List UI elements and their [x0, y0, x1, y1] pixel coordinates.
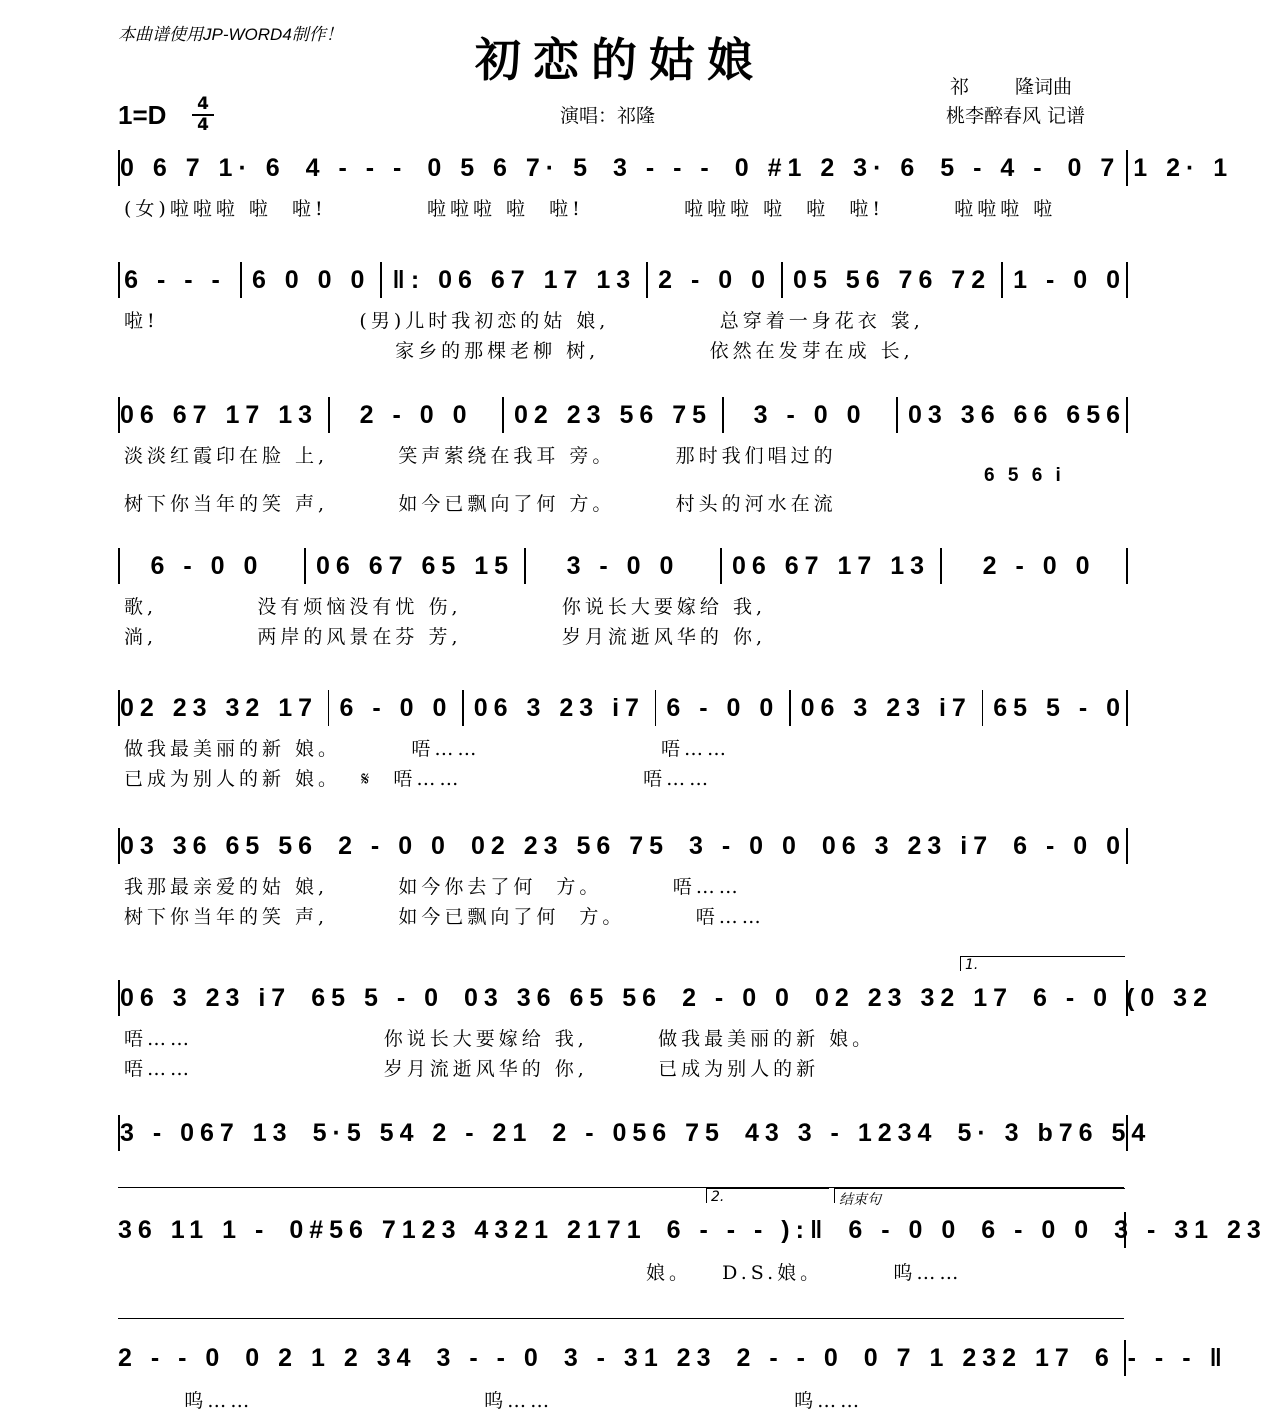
- lyric-line-2: 淌, 两岸的风景在芬 芳, 岁月流逝风华的 你,: [124, 626, 766, 648]
- measure: 4 - - -: [305, 153, 408, 182]
- alternate-notes: 6 5 6 i: [984, 465, 1065, 486]
- lyric-line-2: 已成为别人的新 娘。 𝄋 唔…… 唔……: [124, 768, 713, 790]
- notes-line: [118, 397, 1128, 433]
- measure: 0 7 1 232 17: [863, 1343, 1075, 1372]
- measure: 2 - 0 0: [658, 265, 772, 294]
- lyric-line-2: 唔…… 岁月流逝风华的 你, 已成为别人的新: [124, 1058, 820, 1080]
- bar-line: [1001, 262, 1003, 298]
- measure: 0 2 1 2 34: [245, 1343, 417, 1372]
- measure: 6 - 0 0: [848, 1215, 962, 1244]
- measure: 06 67 17 13: [731, 551, 931, 580]
- measure: 03 36 66 656: [908, 400, 1127, 429]
- measure: 6 - - - ‖: [1094, 1343, 1228, 1372]
- measure: 06 67 17 13: [120, 400, 319, 429]
- bar-line: [896, 397, 898, 433]
- lyric-line-1: 娘。 D.S.娘。 呜……: [124, 1262, 963, 1284]
- measure: 65 5 - 0: [311, 983, 444, 1012]
- time-signature-bottom: 4: [197, 115, 209, 135]
- bar-line: [328, 397, 330, 433]
- lyric-line-1: 唔…… 你说长大要嫁给 我, 做我最美丽的新 娘。: [124, 1028, 876, 1050]
- measure: 3 - 31 23: [1114, 1215, 1267, 1244]
- bar-line: [328, 690, 329, 726]
- lyric-line-2: 树下你当年的笑 声, 如今已飘向了何 方。 唔……: [124, 906, 765, 928]
- lyric-line-1: 我那最亲爱的姑 娘, 如今你去了何 方。 唔……: [124, 876, 742, 898]
- lyric-line-1: 呜…… 呜…… 呜……: [124, 1390, 864, 1412]
- lyricist-composer-credit: 祁 隆词曲: [950, 76, 1073, 98]
- lyric-line-1: 歌, 没有烦恼没有忧 伤, 你说长大要嫁给 我,: [124, 596, 766, 618]
- measure: 2 - 0 0: [338, 831, 451, 860]
- measure: 6 - 0 0: [981, 1215, 1095, 1244]
- bar-line: [646, 262, 648, 298]
- bar-line: [240, 262, 242, 298]
- measure: 3 - - 0: [436, 1343, 544, 1372]
- measure: 5 - 4 -: [940, 153, 1048, 182]
- measure: 1 - 0 0: [1013, 265, 1126, 294]
- measure: 06 3 23 i7: [800, 693, 972, 722]
- bar-line: [502, 397, 504, 433]
- lyric-line-1: 啦! (男)儿时我初恋的姑 娘, 总穿着一身花衣 裳,: [124, 310, 924, 332]
- bar-line: [304, 548, 306, 584]
- measure: 2 - 0 0: [982, 551, 1096, 580]
- bar-line: [982, 690, 983, 726]
- notes-line: [118, 262, 1128, 298]
- measure: 6 - - -: [124, 265, 226, 294]
- notes-line: [118, 690, 1128, 726]
- ending-bracket: 结束句: [834, 1188, 1125, 1203]
- measure: 6 - 0 0: [1013, 831, 1126, 860]
- bar-line: [940, 548, 942, 584]
- measure: 02 23 32 17: [814, 983, 1014, 1012]
- measure: 06 3 23 i7: [473, 693, 645, 722]
- software-note: 本曲谱使用JP-WORD4制作！: [118, 25, 343, 44]
- bar-line: [462, 690, 463, 726]
- measure: 3 - 31 23: [563, 1343, 717, 1372]
- notes-line: [118, 828, 1128, 864]
- measure: 05 56 76 72: [793, 265, 992, 294]
- notes-line: [118, 980, 1213, 1016]
- measure: 6 - 0 0: [666, 693, 780, 722]
- bar-line: [380, 262, 382, 298]
- bar-line: [722, 397, 724, 433]
- notes-line: [118, 548, 1128, 584]
- system-line: [118, 1187, 1124, 1188]
- measure: 5·5 54 2 - 21: [312, 1118, 533, 1147]
- measure: 06 3 23 i7: [821, 831, 994, 860]
- measure: 2 - 056 75: [552, 1118, 725, 1147]
- singer-credit: 演唱：祁隆: [560, 105, 656, 127]
- measure: 2 - - 0: [736, 1343, 844, 1372]
- measure: 06 67 65 15: [315, 551, 515, 580]
- measure: 02 23 56 75: [470, 831, 670, 860]
- volta-bracket-2: 2.: [706, 1188, 829, 1203]
- transcriber-credit: 桃李醉春风 记谱: [946, 105, 1086, 127]
- measure: 03 36 65 56: [464, 983, 663, 1012]
- measure: 0 #1 2 3· 6: [734, 153, 921, 182]
- measure: 3 - 0 0: [753, 400, 867, 429]
- lyric-line-2: 树下你当年的笑 声, 如今已飘向了何 方。 村头的河水在流: [124, 493, 837, 515]
- notes-line: [118, 1212, 1267, 1248]
- measure: 2 - - 0: [118, 1343, 226, 1372]
- measure: 36 11 1 -: [118, 1215, 270, 1244]
- measure: 03 36 65 56: [120, 831, 319, 860]
- lyric-line-1: (女)啦啦啦 啦 啦! 啦啦啦 啦 啦! 啦啦啦 啦 啦 啦! 啦啦啦 啦: [124, 198, 1057, 220]
- measure: 6 - - - ):‖: [666, 1215, 829, 1244]
- measure: 6 - 0 0: [339, 693, 453, 722]
- lyric-line-2: 家乡的那棵老柳 树, 依然在发芽在成 长,: [124, 340, 914, 362]
- notes-line: [118, 150, 1234, 186]
- measure: 0 5 6 7· 5: [427, 153, 593, 182]
- measure: 5· 3 b76 54: [957, 1118, 1152, 1147]
- measure: ‖: 06 67 17 13: [392, 265, 637, 294]
- key-signature: 1=D: [118, 100, 167, 130]
- measure: 65 5 - 0: [993, 693, 1126, 722]
- time-signature: [192, 96, 214, 134]
- bar-line: [789, 690, 790, 726]
- measure: 6 - 0 0: [150, 551, 264, 580]
- volta-bracket-1: 1.: [960, 956, 1125, 971]
- time-signature-top: 4: [197, 94, 209, 114]
- measure: 6 0 0 0: [251, 265, 371, 294]
- measure: 02 23 32 17: [120, 693, 319, 722]
- measure: 0 6 7 1· 6: [120, 153, 286, 182]
- measure: 3 - 0 0: [566, 551, 680, 580]
- measure: 02 23 56 75: [514, 400, 713, 429]
- measure: 3 - 067 13: [120, 1118, 293, 1147]
- notes-line: [118, 1340, 1228, 1376]
- bar-line: [720, 548, 722, 584]
- measure: 6 - 0 (0 32: [1033, 983, 1213, 1012]
- measure: 2 - 0 0: [682, 983, 795, 1012]
- system-line: [118, 1318, 1124, 1319]
- song-title: 初恋的姑娘: [475, 33, 765, 87]
- measure: 0 7 1 2· 1: [1067, 153, 1234, 182]
- bar-line: [524, 548, 526, 584]
- lyric-line-1: 做我最美丽的新 娘。 唔…… 唔……: [124, 738, 731, 760]
- measure: 0#56 7123 4321 2171: [289, 1215, 647, 1244]
- measure: 43 3 - 1234: [744, 1118, 938, 1147]
- measure: 3 - - -: [613, 153, 715, 182]
- bar-line: [655, 690, 656, 726]
- measure: 2 - 0 0: [359, 400, 473, 429]
- bar-line: [781, 262, 783, 298]
- lyric-line-1: 淡淡红霞印在脸 上, 笑声萦绕在我耳 旁。 那时我们唱过的: [124, 445, 837, 467]
- measure: 3 - 0 0: [689, 831, 802, 860]
- notes-line: [118, 1115, 1152, 1151]
- measure: 06 3 23 i7: [120, 983, 292, 1012]
